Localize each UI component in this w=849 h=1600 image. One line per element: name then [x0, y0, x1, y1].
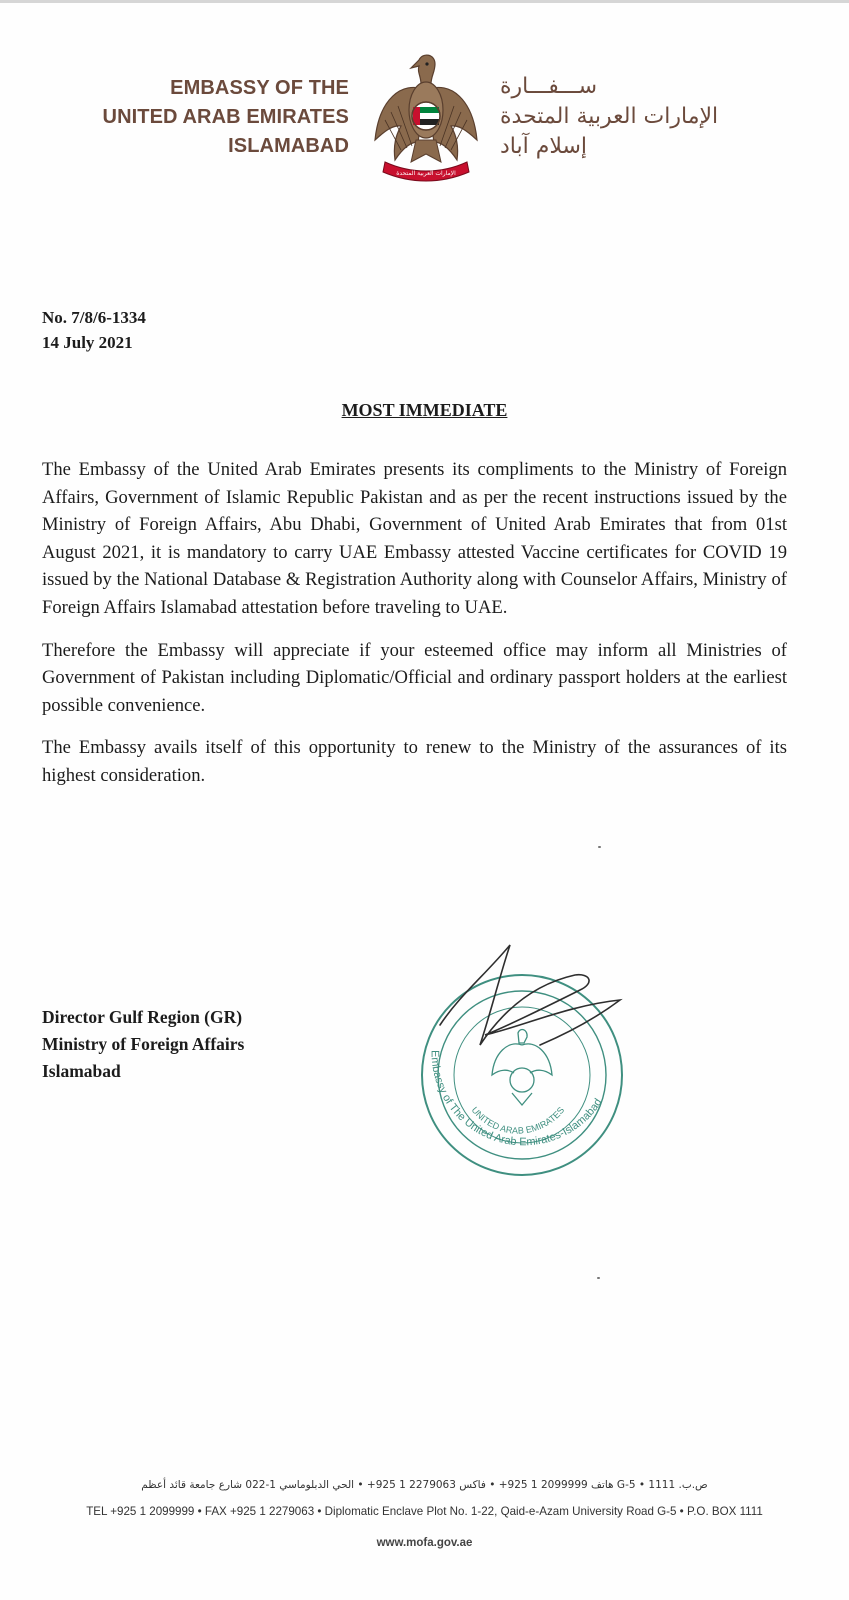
body-paragraph: The Embassy avails itself of this opportunity to renew to the Ministry of the assurances of its highest consideration. — [42, 737, 787, 786]
footer-arabic: هاتف 2099999 1 925+ • فاكس 2279063 1 925+ • الحي الدبلوماسي 1-022 شارع جامعة قائد أعظم G-5 • ص.ب. 1111 — [141, 1479, 708, 1491]
letter-body — [42, 456, 787, 805]
letterhead-arabic — [500, 72, 770, 162]
body-paragraph: The Embassy of the United Arab Emirates presents its compliments to the Ministry of Foreign Affairs, Government of Islamic Republic Pakistan and as per the recent instructions issued by the Ministry of Foreign Affairs, Abu Dhabi, Government of United Arab Emirates that from 01st August 2021, it is mandatory to carry UAE Embassy attested Vaccine certificates for COVID 19 issued by the National Database & Registration Authority along with Counselor Affairs, Ministry of Foreign Affairs Islamabad attestation before traveling to UAE. — [42, 459, 787, 618]
svg-text:الإمارات العربية المتحدة: الإمارات العربية المتحدة — [396, 170, 456, 177]
letterhead-english-line-1: EMBASSY OF THE — [170, 77, 349, 99]
footer-website: www.mofa.gov.ae — [376, 1537, 473, 1549]
stamp-inner-text: UNITED ARAB EMIRATES — [469, 1104, 567, 1136]
letterhead-english — [49, 74, 349, 161]
letterhead-arabic-line-1: ســـفـــارة — [500, 74, 598, 99]
reference-block — [42, 305, 146, 355]
addressee-line-3: Islamabad — [42, 1061, 121, 1081]
scan-speck — [598, 846, 601, 848]
addressee-line-2: Ministry of Foreign Affairs — [42, 1034, 245, 1054]
top-border — [0, 0, 849, 3]
reference-date: 14 July 2021 — [42, 333, 133, 352]
uae-eagle-emblem-icon — [371, 50, 481, 190]
letterhead-arabic-line-2: الإمارات العربية المتحدة — [500, 104, 719, 129]
addressee-line-1: Director Gulf Region (GR) — [42, 1007, 243, 1027]
subject-heading: MOST IMMEDIATE — [341, 400, 508, 420]
body-paragraph: Therefore the Embassy will appreciate if your esteemed office may inform all Ministries of Government of Pakistan including Diplomatic/Official and ordinary passport holders at the earliest possible convenience. — [42, 639, 787, 716]
reference-number: No. 7/8/6-1334 — [42, 308, 146, 327]
addressee-block — [42, 1004, 244, 1085]
scan-speck — [597, 1277, 600, 1279]
letterhead-english-line-3: ISLAMABAD — [228, 135, 349, 157]
footer-english: TEL +925 1 2099999 • FAX +925 1 2279063 • Diplomatic Enclave Plot No. 1-22, Qaid-e-Azam University Road G-5 • P.O. BOX 1111 — [86, 1505, 763, 1518]
embassy-stamp-icon — [390, 935, 650, 1195]
letterhead-english-line-2: UNITED ARAB EMIRATES — [102, 106, 349, 128]
stamp-outer-text: Embassy of The United Arab Emirates-Islamabad — [428, 1050, 605, 1149]
letterhead-arabic-line-3: إسلام آباد — [500, 134, 588, 159]
